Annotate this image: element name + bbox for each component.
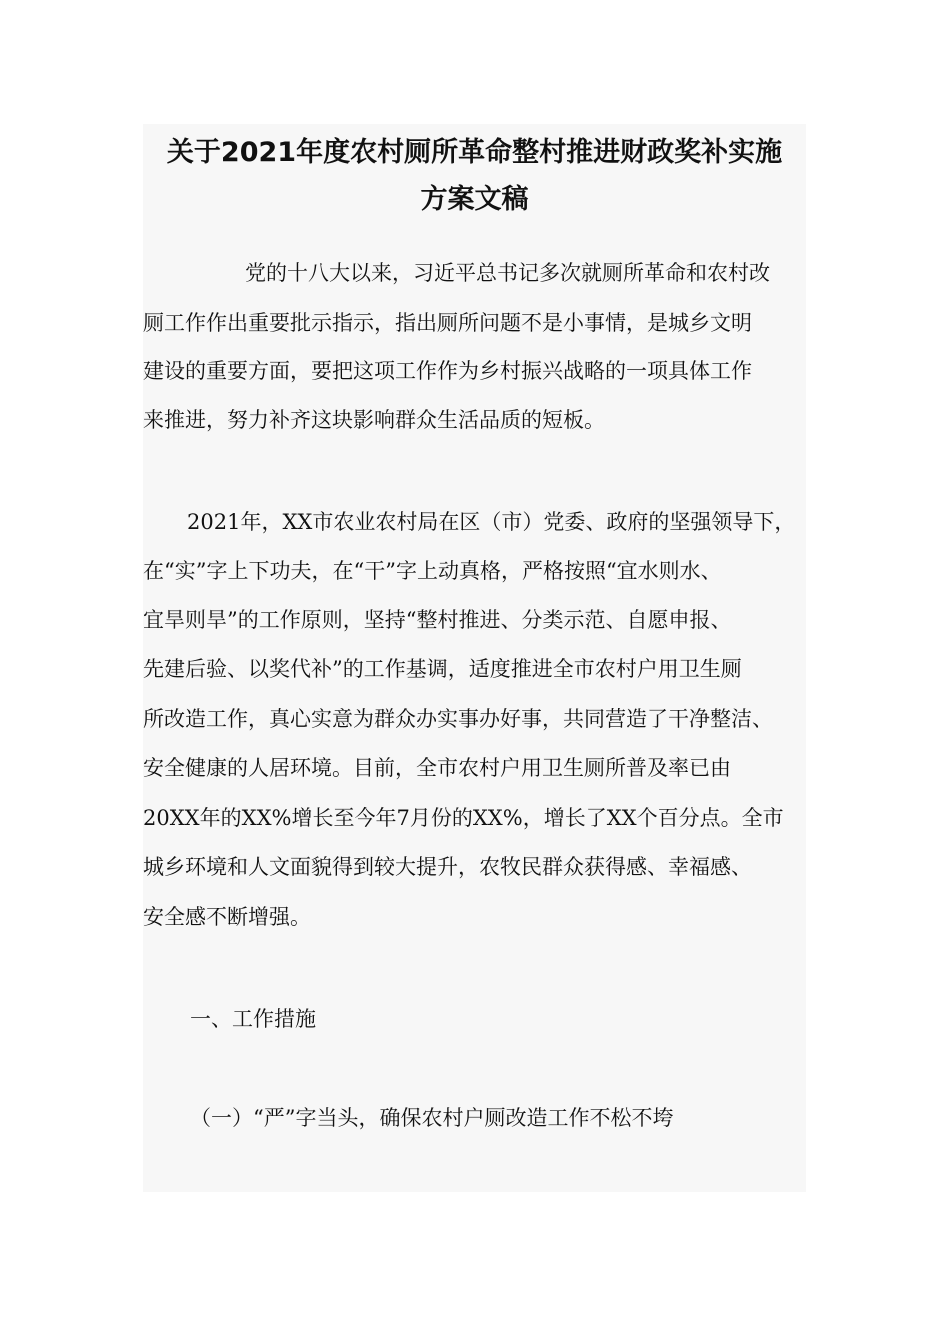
paragraph-2-line-2: 在“实”字上下功夫，在“干”字上动真格，严格按照“宜水则水、 bbox=[143, 559, 722, 583]
paragraph-2-line-6: 安全健康的人居环境。目前，全市农村户用卫生厕所普及率已由 bbox=[143, 756, 731, 780]
paragraph-2-line-7: 20XX年的XX%增长至今年7月份的XX%，增长了XX个百分点。全市 bbox=[143, 806, 784, 830]
paragraph-2-line-3: 宜旱则旱”的工作原则，坚持“整村推进、分类示范、自愿申报、 bbox=[143, 608, 732, 632]
document-title-line-1: 关于2021年度农村厕所革命整村推进财政奖补实施 bbox=[166, 137, 783, 168]
document-title-line-2: 方案文稿 bbox=[420, 184, 529, 215]
paragraph-1-line-4: 来推进，努力补齐这块影响群众生活品质的短板。 bbox=[143, 408, 605, 432]
paragraph-2-line-8: 城乡环境和人文面貌得到较大提升，农牧民群众获得感、幸福感、 bbox=[143, 855, 752, 879]
paragraph-1-line-3: 建设的重要方面，要把这项工作作为乡村振兴战略的一项具体工作 bbox=[143, 359, 752, 383]
paragraph-2-line-1: 2021年，XX市农业农村局在区（市）党委、政府的坚强领导下， bbox=[187, 510, 796, 534]
paragraph-2-line-9: 安全感不断增强。 bbox=[143, 905, 311, 929]
section-heading: 一、工作措施 bbox=[190, 1007, 316, 1031]
paragraph-1-line-2: 厕工作作出重要批示指示，指出厕所问题不是小事情，是城乡文明 bbox=[143, 311, 752, 335]
paragraph-2-line-4: 先建后验、以奖代补”的工作基调，适度推进全市农村户用卫生厕 bbox=[143, 657, 742, 681]
paragraph-1-line-1: 党的十八大以来，习近平总书记多次就厕所革命和农村改 bbox=[245, 261, 770, 285]
paragraph-2-line-5: 所改造工作，真心实意为群众办实事办好事，共同营造了干净整洁、 bbox=[143, 707, 773, 731]
subsection-heading: （一）“严”字当头，确保农村户厕改造工作不松不垮 bbox=[190, 1106, 674, 1130]
